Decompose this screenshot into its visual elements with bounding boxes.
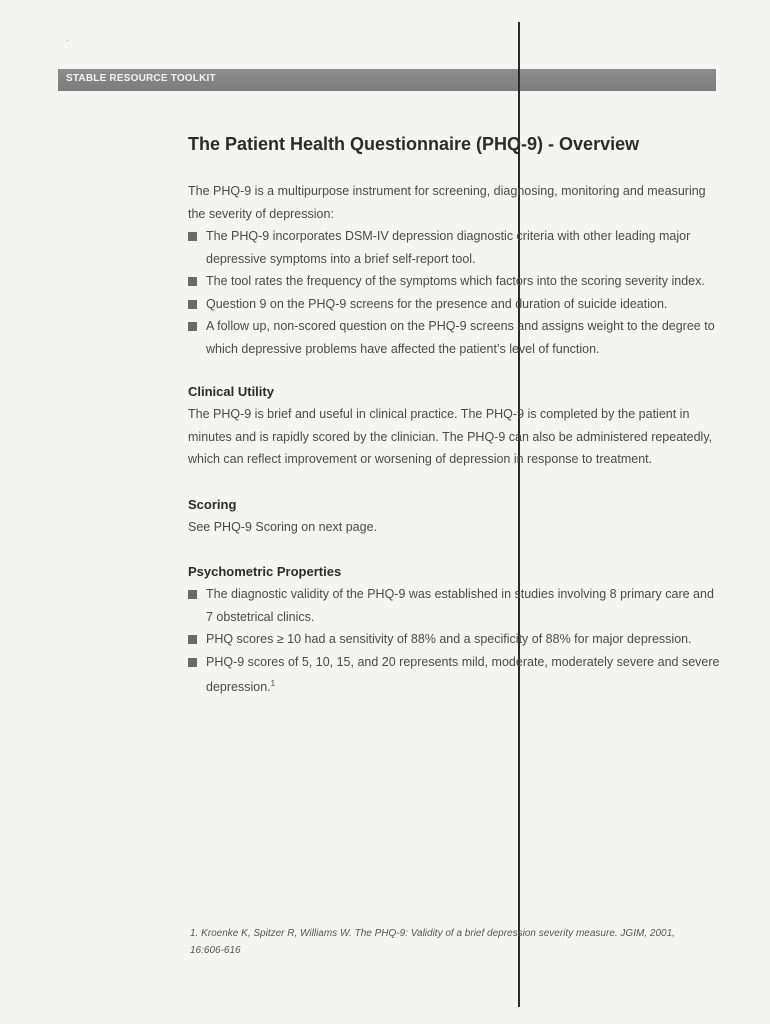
square-bullet-icon: [188, 277, 197, 286]
list-item-text: The diagnostic validity of the PHQ-9 was established in studies involving 8 primary care and 7 obstetrical clinics.: [206, 587, 714, 624]
square-bullet-icon: [188, 232, 197, 241]
list-item-text: A follow up, non-scored question on the PHQ-9 screens and assigns weight to the degree to which depressive problems have affected the patient’s level of function.: [206, 319, 715, 356]
list-item-text: The tool rates the frequency of the symptoms which factors into the scoring severity index.: [206, 274, 705, 288]
square-bullet-icon: [188, 300, 197, 309]
list-item-text: Question 9 on the PHQ-9 screens for the presence and duration of suicide ideation.: [206, 296, 668, 311]
section-heading: Clinical Utility: [188, 384, 274, 399]
section-text: The PHQ-9 is brief and useful in clinical practice. The PHQ-9 is completed by the patient in minutes and is rapidly scored by the clinician. The PHQ-9 can also be administered repeatedly, which can reflect improvement or worsening of depression in response to treatment.: [188, 407, 713, 466]
list-item-text: The PHQ-9 incorporates DSM-IV depression diagnostic criteria with other leading major depressive symptoms into a brief self-report tool.: [206, 229, 691, 266]
psychometric-bullet-list: [188, 583, 720, 699]
list-item: [188, 315, 720, 360]
header-label: STABLE RESOURCE TOOLKIT: [66, 73, 216, 84]
section-psychometric-properties: [188, 561, 720, 699]
section-heading: Scoring: [188, 496, 237, 512]
section-clinical-utility: [188, 381, 720, 471]
list-item-text: PHQ scores ≥ 10 had a sensitivity of 88% and a specificity of 88% for major depression.: [206, 632, 692, 646]
list-item: [188, 651, 720, 699]
list-item: [188, 293, 720, 316]
footnote-reference: 1: [270, 679, 276, 688]
section-scoring: [188, 494, 720, 539]
list-item: [188, 583, 720, 628]
square-bullet-icon: [188, 590, 197, 599]
section-heading: Psychometric Properties: [188, 564, 342, 579]
list-item-text: PHQ-9 scores of 5, 10, 15, and 20 represents mild, moderate, moderately severe and severe depression.: [206, 654, 720, 695]
section-text: See PHQ-9 Scoring on next page.: [188, 519, 378, 534]
footnote: 1. Kroenke K, Spitzer R, Williams W. The PHQ-9: Validity of a brief depression severity measure. JGIM, 2001, 16:606-616: [190, 928, 675, 956]
header-band: [58, 69, 716, 91]
list-item: [188, 225, 720, 270]
list-item: [188, 628, 720, 651]
page-title: The Patient Health Questionnaire (PHQ-9) - Overview: [188, 134, 640, 154]
list-item: [188, 270, 720, 293]
intro-text: The PHQ-9 is a multipurpose instrument for screening, diagnosing, monitoring and measuring the severity of depression:: [188, 184, 706, 221]
intro-bullet-list: [188, 225, 720, 360]
square-bullet-icon: [188, 635, 197, 644]
main-content: [188, 132, 720, 699]
scan-mark: ·: [66, 36, 69, 45]
square-bullet-icon: [188, 658, 197, 667]
square-bullet-icon: [188, 322, 197, 331]
